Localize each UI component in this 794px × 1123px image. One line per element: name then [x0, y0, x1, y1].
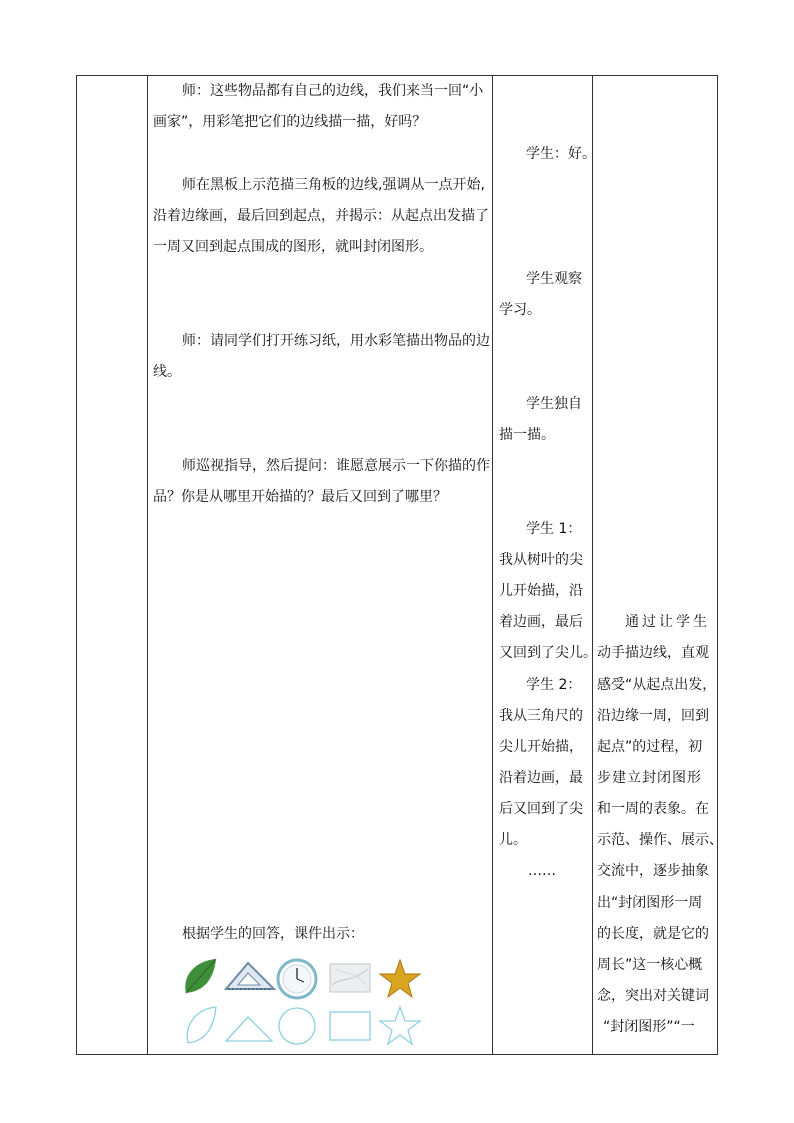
- intent-text-line: 交流中，逐步抽象: [597, 863, 709, 879]
- set-square-icon: [226, 963, 274, 989]
- leaf-outline-icon: [187, 1007, 216, 1043]
- teacher-text-line: 师巡视指导，然后提问：谁愿意展示一下你描的作: [182, 458, 490, 474]
- student-text-line: 描一描。: [499, 427, 555, 443]
- clock-icon: [278, 960, 316, 998]
- student-text-line: 我从树叶的尖: [499, 552, 583, 568]
- intent-text-line: 感受“从起点出发，: [597, 677, 717, 693]
- student-text-line: 我从三角尺的: [499, 708, 583, 724]
- star-icon: [380, 960, 420, 997]
- intent-text-line: 动手描边线，直观: [597, 645, 709, 661]
- leaf-icon: [185, 959, 216, 993]
- intent-text-line: 起点”的过程，初: [597, 739, 703, 755]
- teacher-text-line: 画家”，用彩笔把它们的边线描一描，好吗？: [153, 114, 427, 130]
- teacher-text-line: 师：请同学们打开练习纸，用水彩笔描出物品的边: [182, 333, 490, 349]
- marble-tile-icon: [330, 964, 370, 992]
- intent-text-line: 出“封闭图形一周: [597, 895, 703, 911]
- circle-outline-icon: [279, 1008, 315, 1044]
- teacher-text-line: 品？你是从哪里开始描的？最后又回到了哪里？: [153, 489, 447, 505]
- teacher-text-line: 沿着边缘画，最后回到起点，并揭示：从起点出发描了: [153, 208, 489, 224]
- student-text-line: 尖儿开始描，: [499, 739, 583, 755]
- triangle-outline-icon: [226, 1017, 272, 1041]
- star-outline-icon: [380, 1007, 420, 1044]
- column-divider: [492, 76, 493, 1054]
- teacher-text-line: 根据学生的回答，课件出示：: [182, 926, 364, 942]
- student-text-line: 学习。: [499, 302, 541, 318]
- teacher-text-line: 一周又回到起点围成的图形，就叫封闭图形。: [153, 239, 433, 255]
- teacher-text-line: 师在黑板上示范描三角板的边线,强调从一点开始,: [182, 177, 485, 193]
- student-text-line: 儿。: [499, 832, 527, 848]
- student-text-line: 学生独自: [526, 396, 582, 412]
- column-divider: [592, 76, 593, 1054]
- intent-text-line: 示范、操作、展示、: [597, 832, 723, 848]
- intent-text-line: 通过让学生: [625, 614, 710, 630]
- student-text-line: ……: [528, 863, 556, 879]
- teacher-text-line: 师：这些物品都有自己的边线，我们来当一回“小: [182, 83, 484, 99]
- student-text-line: 又回到了尖儿。: [499, 645, 597, 661]
- intent-text-line: 和一周的表象。在: [597, 801, 709, 817]
- intent-text-line: 念，突出对关键词: [597, 988, 709, 1004]
- student-text-line: 后又回到了尖: [499, 801, 583, 817]
- intent-text-line: 的长度，就是它的: [597, 926, 709, 942]
- intent-text-line: “封闭图形”“一: [603, 1019, 695, 1035]
- student-text-line: 学生 2：: [526, 677, 582, 693]
- student-text-line: 学生：好。: [526, 146, 596, 162]
- student-text-line: 儿开始描，沿: [499, 583, 583, 599]
- student-text-line: 沿着边画，最: [499, 770, 583, 786]
- student-text-line: 学生观察: [526, 271, 582, 287]
- student-text-line: 学生 1：: [526, 521, 582, 537]
- rectangle-outline-icon: [330, 1012, 370, 1040]
- column-divider: [147, 76, 148, 1054]
- student-text-line: 着边画，最后: [499, 614, 583, 630]
- intent-text-line: 沿边缘一周，回到: [597, 708, 709, 724]
- teacher-text-line: 线。: [153, 364, 181, 380]
- intent-text-line: 步建立封闭图形: [597, 770, 702, 786]
- shape-figures: [180, 955, 430, 1050]
- intent-text-line: 周长”这一核心概: [597, 957, 703, 973]
